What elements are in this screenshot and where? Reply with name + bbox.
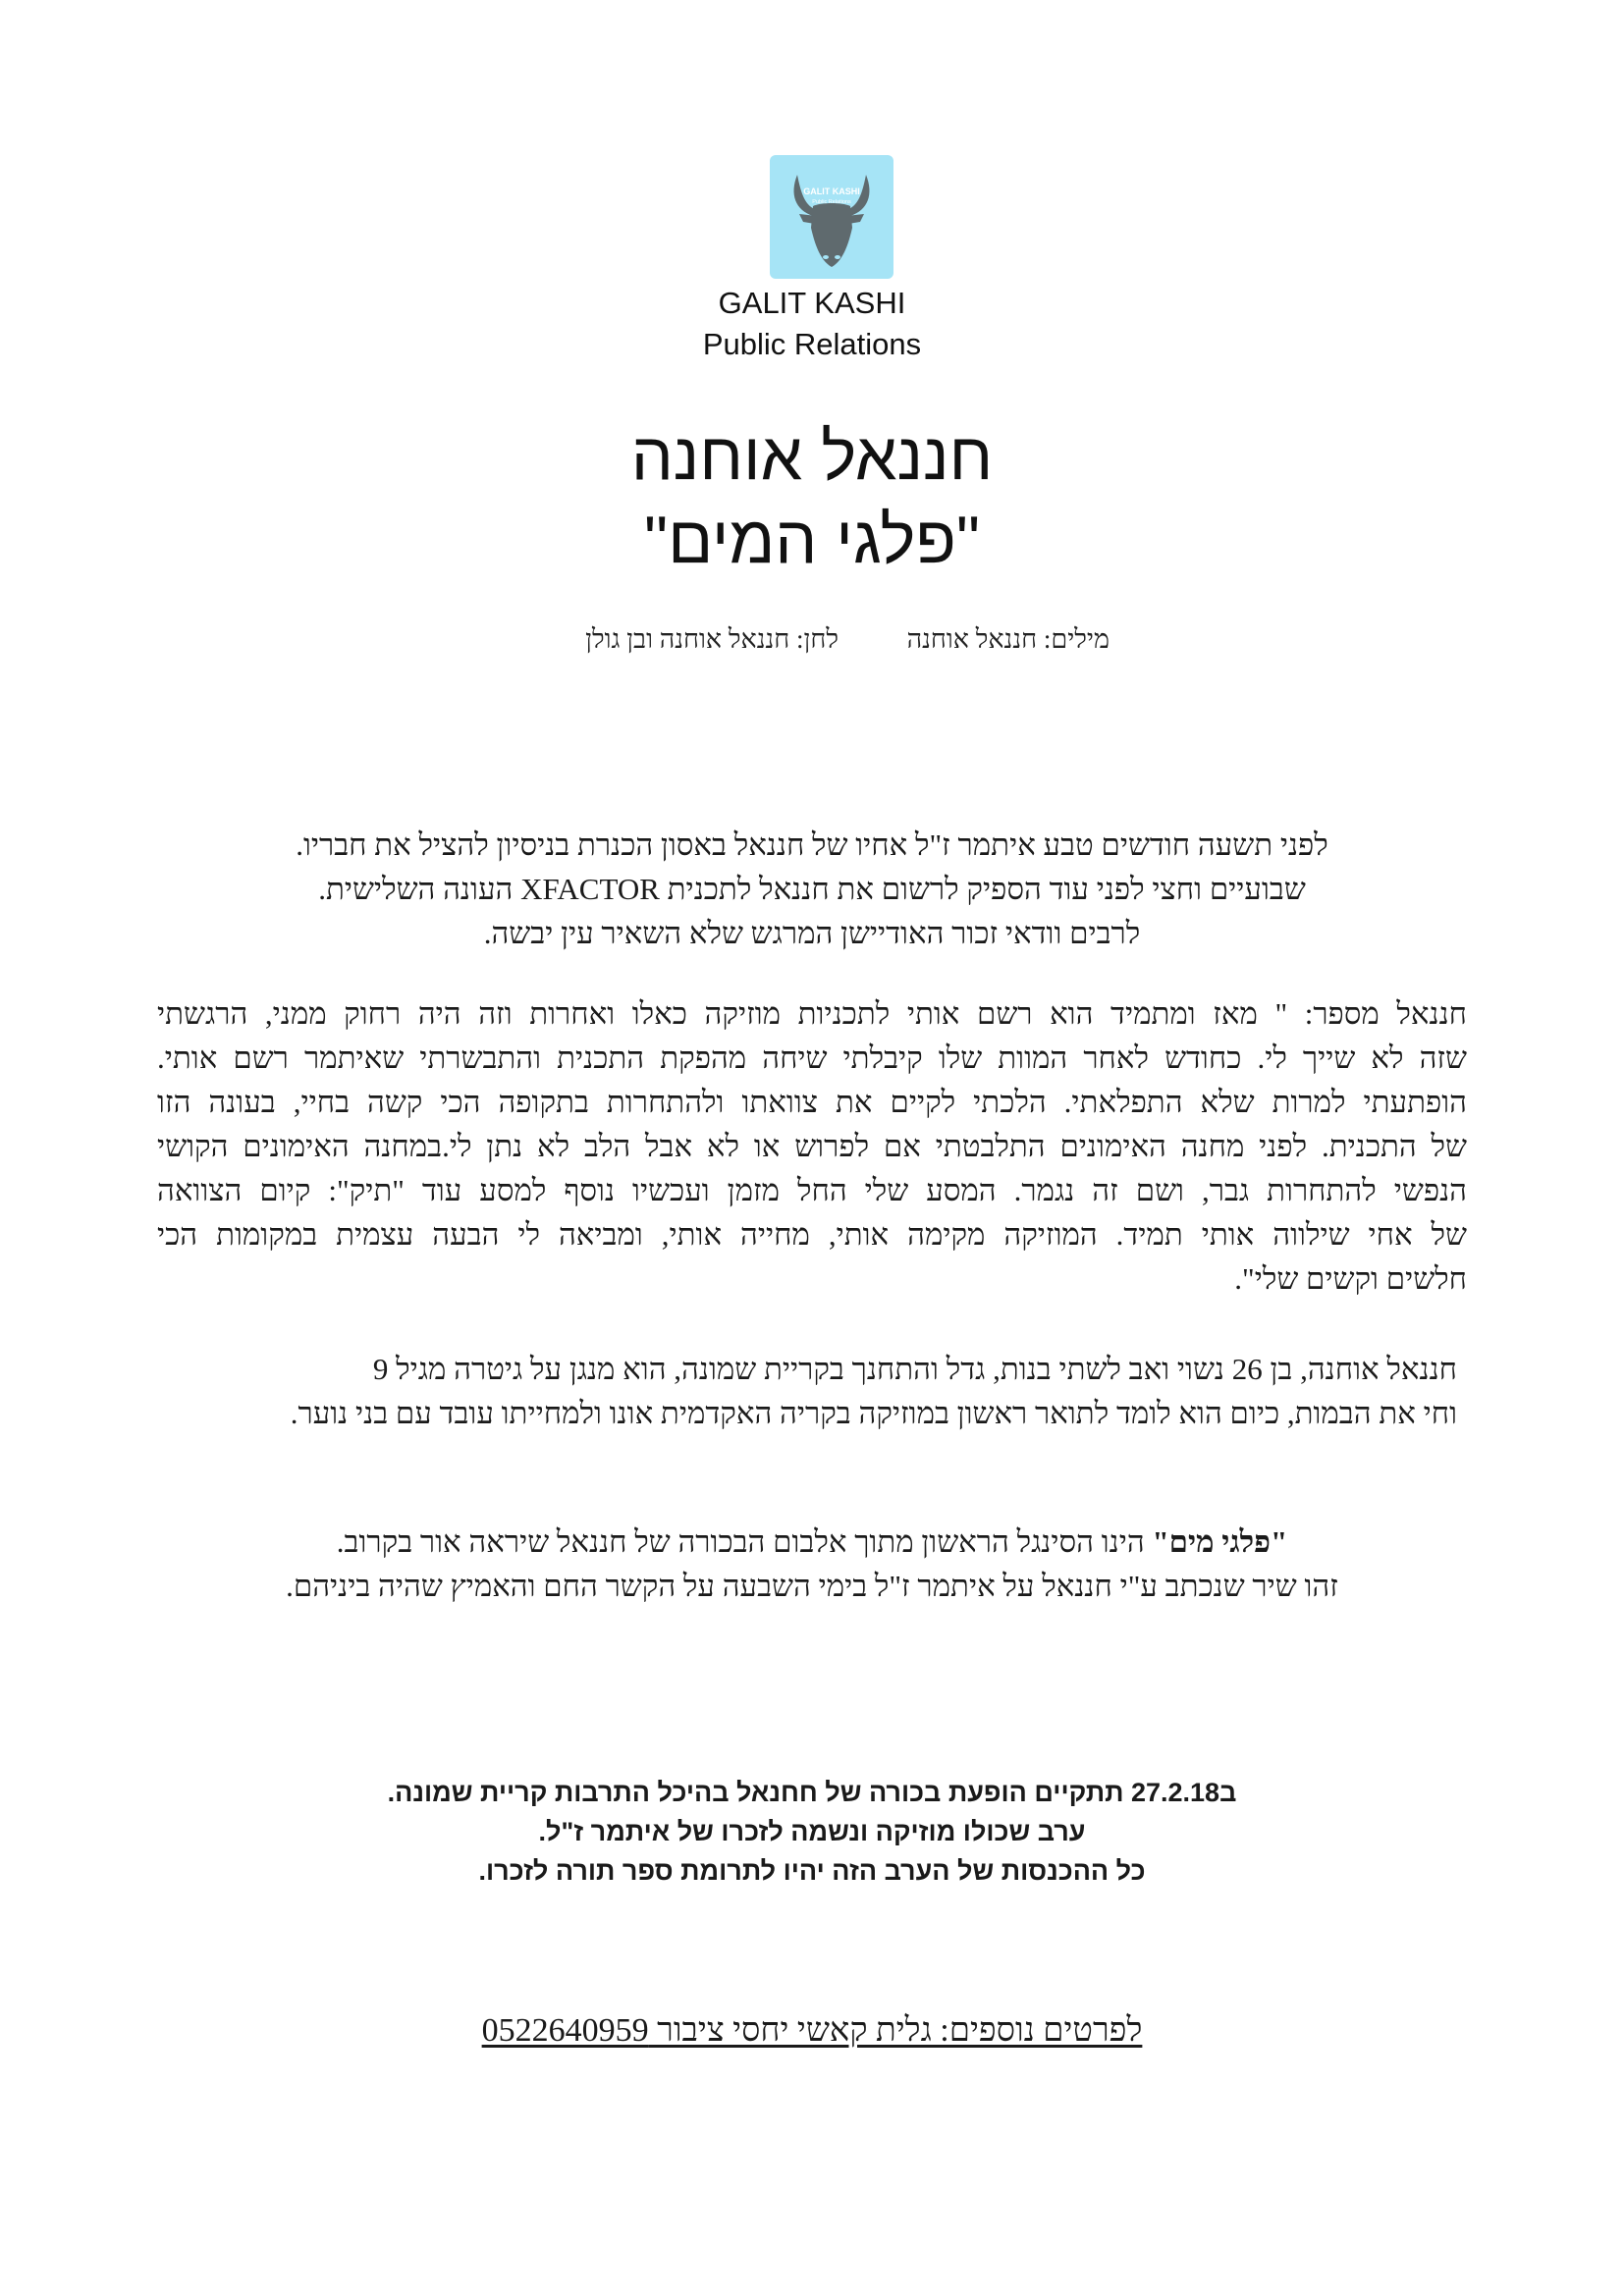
paragraph-line: של אחי שילווה אותי תמיד. המוזיקה מקימה אותי, מחייה אותי, ומביאה לי הבעה עצמית במקומות הכי — [157, 1217, 1467, 1252]
paragraph-line: הופתעתי למרות שלא התפלאתי. הלכתי לקיים את צוואתו ולהתחרות בתקופה הכי קשה בחיי, בעונה הזו — [157, 1085, 1467, 1119]
song-name-bold: "פלגי מים" — [1152, 1524, 1288, 1559]
event-line: ערב שכולו מוזיקה ונשמה לזכרו של איתמר ז"ל. — [538, 1817, 1086, 1846]
brand-name: GALIT KASHI — [718, 286, 906, 320]
brand-tagline: Public Relations — [702, 327, 922, 361]
paragraph-line: חלשים וקשים שלי". — [1234, 1261, 1467, 1296]
event-announcement — [223, 1773, 1401, 1891]
company-logo — [770, 155, 893, 279]
paragraph-text: הינו הסינגל הראשון מתוך אלבום הבכורה של חננאל שיראה אור בקרוב. — [336, 1524, 1153, 1559]
paragraph-line: של התכנית. לפני מחנה האימונים התלבטתי אם לפרוש או לא אבל הלב לא נתן לי.במחנה האימונים הקושי — [157, 1129, 1467, 1163]
song-title: "פלגי המים" — [644, 503, 980, 577]
paragraph-line: לפני תשעה חודשים טבע איתמר ז"ל אחיו של חננאל באסון הכנרת בניסיון להציל את חבריו. — [296, 828, 1328, 862]
paragraph-line: שזה לא שייך לי. כחודש לאחר המוות שלו קיבלתי שיחה מהפקת התכנית והתבשרתי שאיתמר רשם אותי. — [157, 1041, 1467, 1075]
paragraph-line: וחי את הבמות, כיום הוא לומד לתואר ראשון במוזיקה בקריה האקדמית אונו ולמחייתו עובד עם בני נוער. — [290, 1396, 1457, 1430]
bull-head-icon — [770, 155, 893, 279]
artist-title: חננאל אוחנה — [630, 419, 994, 494]
svg-text:Public Relations: Public Relations — [812, 199, 851, 205]
contact-info — [321, 2012, 1303, 2050]
single-paragraph — [196, 1520, 1428, 1608]
svg-text:GALIT KASHI: GALIT KASHI — [803, 187, 860, 196]
paragraph-line: זהו שיר שנכתב ע"י חננאל על איתמר ז"ל בימי השבעה על הקשר החם והאמיץ שהיה ביניהם. — [286, 1569, 1338, 1603]
paragraph-line: הנפשי להתחרות גבר, ושם זה נגמר. המסע שלי החל מזמן ועכשיו נוסף למסע עוד "תיק": קיום הצוואה — [157, 1173, 1467, 1207]
lyrics-credit: מילים: חננאל אוחנה — [906, 624, 1110, 654]
music-credit: לחן: חננאל אוחנה ובן גולן — [585, 624, 839, 654]
paragraph-line — [196, 1520, 1428, 1564]
paragraph-line: חננאל מספר: " מאז ומתמיד הוא רשם אותי לתכניות מוזיקה כאלו ואחרות וזה היה רחוק ממני, הרגשתי — [157, 996, 1467, 1031]
intro-paragraph — [196, 823, 1428, 955]
event-line: כל ההכנסות של הערב הזה יהיו לתרומת ספר תורה לזכרו. — [478, 1856, 1146, 1886]
paragraph-line: שבועיים וחצי לפני עוד הספיק לרשום את חננאל לתכנית XFACTOR העונה השלישית. — [318, 872, 1306, 906]
contact-line: לפרטים נוספים: גלית קאשי יחסי ציבור 0522640959 — [481, 2012, 1143, 2049]
bio-paragraph — [167, 1347, 1457, 1435]
quote-paragraph — [157, 991, 1467, 1301]
song-credits — [412, 624, 1113, 660]
paragraph-line: חננאל אוחנה, בן 26 נשוי ואב לשתי בנות, גדל והתחנך בקריית שמונה, הוא מנגן על גיטרה מגיל 9 — [372, 1352, 1457, 1386]
paragraph-line: לרבים וודאי זכור האודיישן המרגש שלא השאיר עין יבשה. — [483, 916, 1141, 950]
event-line: ב27.2.18 תתקיים הופעת בכורה של חחנאל בהיכל התרבות קריית שמונה. — [387, 1778, 1237, 1807]
